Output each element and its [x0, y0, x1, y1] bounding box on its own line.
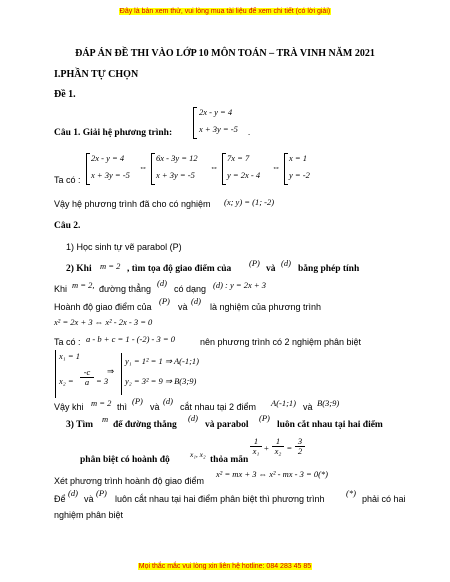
eq-c1: 7x = 7 [227, 153, 250, 163]
period: . [248, 127, 251, 137]
system-brace [193, 107, 197, 139]
point-A: A(-1;1) [271, 398, 297, 408]
de-star: (*) [346, 488, 356, 498]
vay-and: và [150, 402, 160, 412]
vay-label: Vậy khi [54, 402, 84, 412]
item-2-and: và [266, 264, 276, 274]
section-heading: I.PHẦN TỰ CHỌN [54, 69, 139, 80]
hoanh-text: Hoành độ giao điểm của [54, 302, 152, 312]
root-2-numerator: -c [80, 368, 94, 378]
vay-d: (d) [163, 396, 173, 406]
de-P: (P) [96, 488, 107, 498]
eq-d1: x = 1 [289, 153, 308, 163]
cond-num-2: 1 [272, 437, 284, 447]
brace-c [222, 153, 226, 185]
root-2-prefix: x₂ = [59, 376, 74, 386]
cond-equals: = [287, 443, 292, 453]
quadratic-eq: x² = 2x + 3 ⇔ x² - 2x - 3 = 0 [54, 317, 153, 327]
cond-den-3: 2 [297, 446, 303, 456]
cond-den-1: x₁ [252, 446, 260, 456]
eq-a2: x + 3y = -5 [91, 170, 130, 180]
hotline-banner-text: Mọi thắc mắc vui lòng xin liên hệ hotline: 084 283 45 85 [138, 563, 312, 570]
root-2-suffix: = 3 [96, 376, 109, 386]
vay-and-2: và [303, 402, 313, 412]
question-1-label: Câu 1. Giải hệ phương trình: [54, 128, 173, 138]
vay-m: m = 2 [91, 398, 112, 408]
khi-eq: (d) : y = 2x + 3 [213, 280, 267, 290]
de-text: luôn cắt nhau tại hai điểm phân biệt thì phương trình [115, 494, 325, 504]
item-3-condition-text: thỏa mãn [210, 455, 249, 465]
y2-value: y₂ = 3² = 9 ⇒ B(3;9) [125, 376, 197, 386]
khi-m: m = 2, [72, 280, 95, 290]
de-and: và [84, 494, 94, 504]
ta-co-label: Ta có : [54, 175, 81, 185]
cond-num-3: 3 [295, 437, 305, 447]
item-3-line-2: phân biệt có hoành độ [80, 455, 170, 465]
item-3-prefix: 3) Tìm [66, 420, 94, 430]
brace-b [151, 153, 155, 185]
system-eq-1: 2x - y = 4 [199, 107, 233, 117]
khi-label: Khi [54, 284, 68, 294]
roots-bar [55, 350, 56, 398]
item-2-suffix: bằng phép tính [298, 264, 360, 274]
document-title: ĐÁP ÁN ĐỀ THI VÀO LỚP 10 MÔN TOÁN – TRÀ VINH NĂM 2021 [75, 48, 375, 59]
vay-text: cắt nhau tại 2 điểm [180, 402, 257, 412]
cond-fraction-2 [272, 437, 284, 456]
solution-1: (x; y) = (1; -2) [224, 197, 275, 207]
taco-2-eq: a - b + c = 1 - (-2) - 3 = 0 [86, 334, 175, 344]
brace-d [284, 153, 288, 185]
item-3-m: m [102, 414, 109, 424]
conclusion-1: Vậy hệ phương trình đã cho có nghiệm [54, 199, 211, 209]
y1-value: y₁ = 1² = 1 ⇒ A(-1;1) [125, 356, 199, 366]
item-2-m: m = 2 [100, 261, 121, 271]
item-3-text-3: luôn cắt nhau tại hai điểm [277, 420, 383, 430]
item-2-text: , tìm tọa độ giao điểm của [127, 264, 232, 274]
brace-a [86, 153, 90, 185]
eq-d2: y = -2 [289, 170, 310, 180]
hoanh-d: (d) [191, 296, 201, 306]
de-label: Để [54, 494, 66, 504]
taco-2-text: nên phương trình có 2 nghiệm phân biệt [200, 337, 362, 347]
vay-P: (P) [132, 396, 143, 406]
khi-text: đường thẳng [99, 284, 151, 294]
eq-a1: 2x - y = 4 [91, 153, 125, 163]
cond-den-2: x₂ [274, 446, 282, 456]
preview-banner [0, 8, 450, 15]
question-2-label: Câu 2. [54, 221, 81, 231]
de-text-2: phải có hai [362, 494, 406, 504]
item-3-text: để đường thẳng [113, 420, 177, 430]
cond-fraction-1 [250, 437, 262, 456]
implies-arrow: ⇒ [107, 366, 115, 376]
values-bar [121, 353, 122, 395]
item-1: 1) Học sinh tự vẽ parabol (P) [66, 242, 182, 252]
khi-d: (d) [157, 278, 167, 288]
cond-fraction-3 [295, 437, 305, 456]
cond-num-1: 1 [250, 437, 262, 447]
preview-banner-text: Đây là bản xem thử, vui lòng mua tài liệu để xem chi tiết (có lời giải) [119, 8, 331, 15]
hoanh-text-2: là nghiệm của phương trình [210, 302, 321, 312]
item-3-P: (P) [259, 413, 270, 423]
item-3-text-2: và parabol [205, 420, 249, 430]
cond-plus: + [264, 443, 269, 453]
equiv-arrow-3: ⇔ [272, 162, 281, 172]
equiv-arrow-2: ⇔ [210, 162, 219, 172]
de-text-3: nghiệm phân biệt [54, 510, 124, 520]
item-3-x: x₁, x₂ [190, 450, 206, 459]
root-2-fraction [80, 368, 94, 387]
item-2-d: (d) [281, 258, 291, 268]
eq-c2: y = 2x - 4 [227, 170, 261, 180]
taco-2-label: Ta có : [54, 337, 81, 347]
xet-eq: x² = mx + 3 ⇔ x² - mx - 3 = 0(*) [216, 469, 328, 479]
khi-text-2: có dạng [174, 284, 207, 294]
vay-then: thì [117, 402, 128, 412]
root-1: x₁ = 1 [59, 351, 80, 361]
hotline-banner [0, 563, 450, 570]
root-2-denominator: a [84, 377, 90, 387]
exam-label: Đề 1. [54, 89, 76, 100]
eq-b1: 6x - 3y = 12 [156, 153, 198, 163]
de-d: (d) [68, 488, 78, 498]
item-2-P: (P) [249, 258, 260, 268]
item-2-prefix: 2) Khi [66, 264, 92, 274]
hoanh-and: và [178, 302, 188, 312]
system-eq-2: x + 3y = -5 [199, 124, 238, 134]
point-B: B(3;9) [317, 398, 340, 408]
hoanh-P: (P) [159, 296, 170, 306]
xet-text: Xét phương trình hoành độ giao điểm [54, 476, 205, 486]
item-3-d: (d) [188, 413, 198, 423]
equiv-arrow-1: ⇔ [139, 162, 148, 172]
eq-b2: x + 3y = -5 [156, 170, 195, 180]
